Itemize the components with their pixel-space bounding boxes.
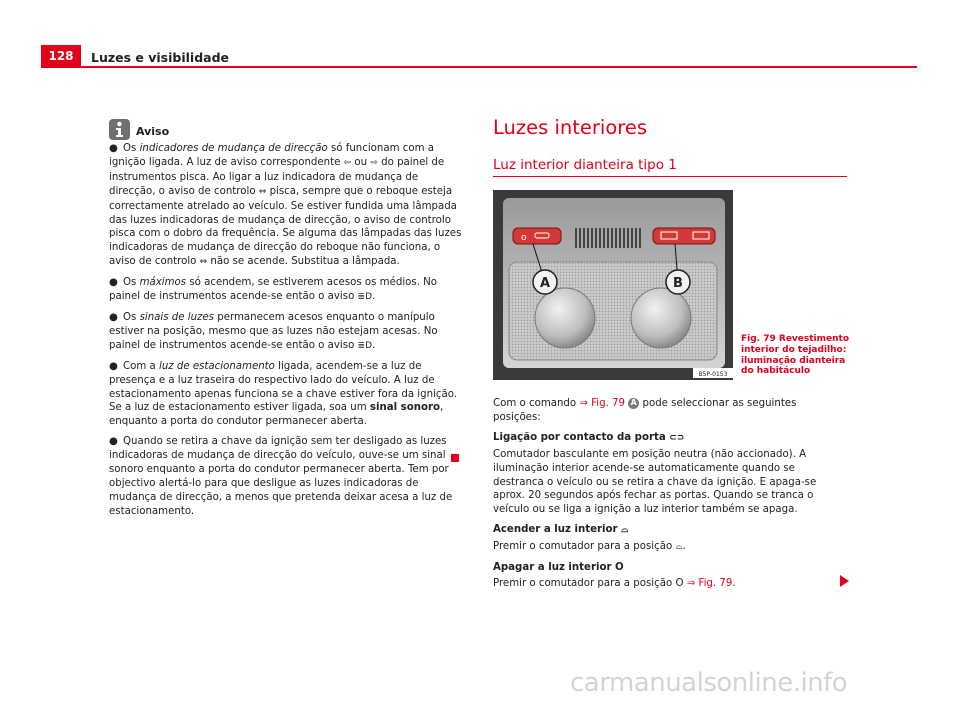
- subsection-title: Luz interior dianteira tipo 1: [493, 157, 677, 173]
- high-beam-icon: ≣D: [357, 340, 373, 351]
- callout-a-badge: A: [628, 398, 639, 409]
- paragraph-door-contact: Comutador basculante em posição neutra (não accionado). A iluminação interior acende-se automaticamente quando se destranca o veículo ou se retira a chave da ignição. E apaga-se aprox. 20 segundos após fechar as portas. Quando se tranca o veículo ou se liga a ignição a luz interior também se apaga.: [493, 448, 817, 516]
- fig-79-link[interactable]: ⇒ Fig. 79: [579, 398, 626, 409]
- aviso-paragraph-parking-light: ● Com a luz de estacionamento ligada, acendem-se a luz de presença e a luz traseira do respectivo lado do veículo. A luz de estacionamento apenas funciona se a chave estiver fora da ignição. Se a luz de estacionamento estiver ligada, soa um sinal sonoro, enquanto a porta do condutor permanecer aberta.: [109, 360, 458, 428]
- figure-caption: Fig. 79 Revestimento interior do tejadilho: iluminação dianteira do habitáculo: [741, 334, 850, 377]
- page-number: 128: [41, 45, 81, 66]
- info-warning-icon: [109, 119, 130, 140]
- heading-switch-on: Acender a luz interior ⌓: [493, 523, 847, 538]
- svg-text:o: o: [521, 233, 527, 243]
- figure-code: B5P-0153: [698, 371, 728, 378]
- trailer-indicator-icon: ⇔: [258, 186, 267, 197]
- heading-door-contact: Ligação por contacto da porta ⊂⊃: [493, 431, 847, 446]
- interior-light-text: [493, 397, 847, 597]
- subsection-rule: [493, 176, 847, 177]
- callout-a: A: [539, 276, 551, 291]
- section-title: Luzes interiores: [493, 116, 648, 139]
- interior-light-icon: ⌓: [675, 542, 683, 553]
- turn-right-arrow-icon: ⇨: [370, 157, 378, 168]
- paragraph-switch-on: Premir o comutador para a posição ⌓.: [493, 540, 847, 555]
- aviso-header: [109, 118, 463, 140]
- turn-left-arrow-icon: ⇦: [343, 157, 352, 168]
- figure-roof-lining: [493, 190, 733, 380]
- em-indicators: indicadores de mudança de direcção: [139, 143, 328, 154]
- trailer-indicator-icon: ⇔: [199, 257, 208, 268]
- header-rule: [41, 66, 917, 68]
- intro-paragraph: Com o comando ⇒ Fig. 79 A pode seleccionar as seguintes posições:: [493, 398, 797, 423]
- aviso-paragraph-high-beam: ● Os máximos só acendem, se estiverem acesos os médios. No painel de instrumentos acende-se então o aviso ≣D.: [109, 276, 463, 305]
- aviso-title: Aviso: [136, 125, 170, 139]
- aviso-box: [109, 118, 463, 525]
- section-end-marker: [451, 454, 459, 462]
- paragraph-switch-off: Premir o comutador para a posição O ⇒ Fig. 79.: [493, 577, 736, 589]
- high-beam-icon: ≣D: [357, 292, 373, 303]
- continue-arrow-icon: [840, 575, 849, 587]
- fig-79-link[interactable]: ⇒ Fig. 79: [686, 577, 733, 589]
- door-contact-icon: ⊂⊃: [669, 432, 685, 443]
- aviso-paragraph-headlight-flasher: ● Os sinais de luzes permanecem acesos enquanto o manípulo estiver na posição, mesmo que as luzes não estejam acesas. No painel de instrumentos acende-se então o aviso ≣D.: [109, 311, 463, 354]
- aviso-paragraph-indicators: ● Os indicadores de mudança de direcção só funcionam com a ignição ligada. A luz de aviso correspondente ⇦ ou ⇨ do painel de instrumentos pisca. Ao ligar a luz indicadora de mudança de direcção, o aviso de controlo ⇔ pisca, sempre que o reboque esteja correctamente atrelado ao veículo. Se estiver fundida uma lâmpada das luzes indicadoras de mudança de direcção, o aviso de controlo pisca com o dobro da frequência. Se alguma das lâmpadas das luzes indicadoras de mudança de direcção do reboque não funciona, o aviso de controlo ⇔ não se acende. Substitua a lâmpada.: [109, 142, 463, 270]
- watermark: carmanualsonline.info: [570, 668, 848, 698]
- aviso-paragraph-key-removed: ● Quando se retira a chave da ignição sem ter desligado as luzes indicadoras de mudança de direcção do veículo, ouve-se um sinal sonoro enquanto a porta do condutor permanecer aberta. Tem por objectivo alertá-lo para que desligue as luzes indicadoras de mudança de direcção, a menos que pretenda deixar acesa a luz de estacionamento.: [109, 436, 453, 517]
- running-header-title: Luzes e visibilidade: [91, 50, 230, 65]
- heading-switch-off: Apagar a luz interior O: [493, 562, 624, 574]
- interior-light-icon: ⌓: [621, 525, 629, 536]
- callout-b: B: [673, 276, 683, 291]
